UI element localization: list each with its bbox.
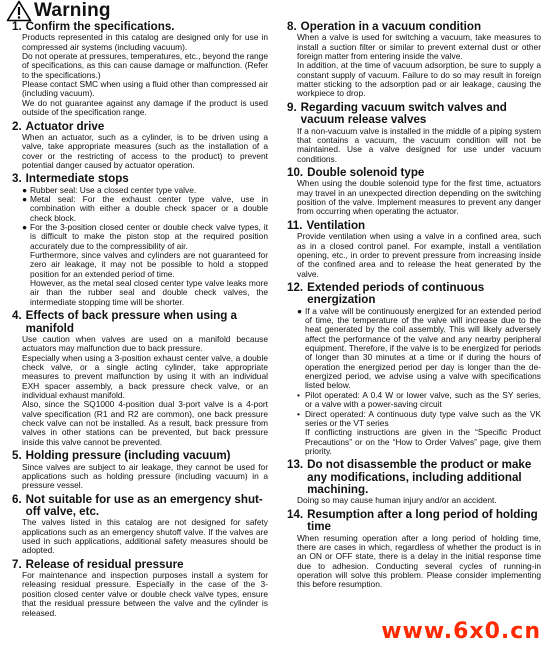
section-9 [287,102,541,164]
warning-header [6,0,111,22]
section-title: Holding pressure (including vacuum) [25,449,231,463]
section-number: 10. [287,166,304,179]
page-title: Warning [34,0,111,21]
section-number: 2. [12,119,22,133]
section-heading [287,102,541,127]
section-14 [287,509,541,590]
paragraph: Also, since the SQ1000 4-position dual 3-port valve is a 4-port valve specification (R1 and R2 are common), one back pressure check valve can not be installed. As a result, back pressure from valves in other stations can be prevented, but back pressure inside this valve cannot be prevented. [22,399,268,447]
paragraph: Products represented in this catalog are designed only for use in compressed air systems (including vacuum). [22,32,268,52]
bullet-icon: • [297,389,300,400]
paragraph: We do not guarantee against any damage if the product is used outside of the specification range. [22,97,268,118]
section-3 [12,173,268,307]
paragraph: The valves listed in this catalog are not designed for safety applications such as an emergency shutoff valve. If the valves are used in such applications, additional safety measures should be adopted. [22,517,268,556]
section-6 [12,494,268,556]
bullet-text: Direct operated: A continuous duty type valve such as the VK series or the VT series [305,408,541,428]
bullet-item [297,391,541,410]
paragraph: For maintenance and inspection purposes install a system for releasing residual pressure. Especially in the case of the 3-position closed center valve or double check valve types, ensure that the residual pressure between the valve and the cylinder is released. [22,570,268,618]
paragraph: When an actuator, such as a cylinder, is to be driven using a valve, take appropriate measures (such as the installation of a cover or the restricting of access to the product) to prevent potential danger caused by actuator operation. [22,131,268,170]
bullet-item [297,410,541,429]
watermark-url: www.6x0.cn [381,619,541,644]
section-12 [287,282,541,456]
paragraph: If conflicting instructions are given in the “Specific Product Precautions” or on the “How to Order Valves” page, give them priority. [305,427,541,456]
section-title: Effects of back pressure when using a manifold [25,309,237,335]
section-title: Release of residual pressure [25,557,184,571]
section-heading [12,173,268,185]
section-heading [12,310,268,335]
bullet-text: Metal seal: For the exhaust center type valve, use in combination with either a double check spacer or a double check block. [30,194,268,223]
section-number: 14. [287,507,304,521]
section-title: Resumption after a long period of holding time [307,507,538,534]
paragraph: In addition, at the time of vacuum adsorption, be sure to supply a constant supply of vacuum. Failure to do so may result in foreign matter sticking to the adsorption pad or air leakage, causing the workpiece to drop. [297,60,541,99]
section-title: Ventilation [306,218,366,232]
section-number: 13. [287,458,304,472]
warning-triangle-icon [6,0,32,22]
section-number: 11. [287,218,303,232]
section-title: Confirm the specifications. [25,20,175,33]
bullet-icon: • [297,408,300,419]
section-title: Not suitable for use as an emergency shut-off valve, etc. [25,492,263,518]
section-10 [287,167,541,217]
section-number: 8. [287,20,297,33]
section-13 [287,459,541,506]
paragraph: Use caution when valves are used on a manifold because actuators may malfunction due to back pressure. [22,333,268,354]
paragraph: Since valves are subject to air leakage, they cannot be used for applications such as holding pressure (including vacuum) in a pressure vessel. [22,461,268,491]
section-title: Extended periods of continuous energization [307,280,485,307]
bullet-icon: ● [22,194,28,205]
bullet-item [297,307,541,391]
bullet-text: Pilot operated: A 0.4 W or lower valve, such as the SY series, or a valve with a power-saving circuit [305,389,541,410]
paragraph: Furthermore, since valves and cylinders are not guaranteed for zero air leakage, it may not be possible to hold a stopped position for an extended period of time. [30,250,268,279]
section-title: Double solenoid type [307,166,425,179]
paragraph: Do not operate at pressures, temperatures, etc., beyond the range of specifications, as this can cause damage or malfunction. (Refer to the specifications.) [22,51,268,80]
section-4 [12,310,268,447]
section-number: 12. [287,280,304,294]
paragraph: Doing so may cause human injury and/or an accident. [297,495,497,506]
bullet-text: Rubber seal: Use a closed center type valve. [30,184,197,195]
section-heading [12,494,268,519]
paragraph: However, as the metal seal closed center type valve leaks more air than the rubber seal and double check valves, the intermediate stopping time will be shorter. [30,278,268,307]
section-number: 5. [12,449,22,463]
paragraph: Provide ventilation when using a valve in a confined area, such as in a closed control panel. For example, install a ventilation opening, etc., in order to prevent pressure from increasing inside of the confined area and to release the heat generated by the valve. [297,231,541,279]
bullet-item [22,223,268,251]
bullet-icon: ● [22,184,28,195]
section-8 [287,21,541,99]
bullet-item [22,195,268,223]
section-11 [287,220,541,279]
section-heading [287,459,541,496]
section-title: Intermediate stops [25,172,129,186]
section-heading [287,509,541,534]
paragraph: Especially when using a 3-position exhaust center valve, a double check valve, or a single acting cylinder, take appropriate measures to prevent malfunction by using it with an individual EXH spacer assembly, a back pressure check valve, or an individual exhaust manifold. [22,352,268,401]
section-2 [12,121,268,171]
bullet-icon: ● [22,222,28,233]
section-number: 3. [12,172,22,186]
paragraph: When resuming operation after a long period of holding time, there are cases in which, regardless of whether the product is in an ON or OFF state, there is a delay in the initial response time due to adhesion. Conducting several cycles of running-in operation will solve this problem. Please consider implementing this before resumption. [297,532,541,590]
section-heading [287,282,541,307]
bullet-text: If a valve will be continuously energized for an extended period of time, the temperature of the valve will increase due to the heat generated by the coil assembly. This will likely adversely affect the performance of the valve and any nearby peripheral equipment. Therefore, if the valve is to be energized for periods of longer than 30 minutes at a time or if during the hours of operation the energized period per day is longer than the de-energized period, we advise using a valve with specifications listed below. [305,305,541,391]
section-number: 9. [287,100,297,114]
paragraph: If a non-vacuum valve is installed in the middle of a piping system that contains a vacuum, the vacuum condition will not be maintained. Use a valve designed for use under vacuum conditions. [297,125,541,164]
section-1 [12,21,268,118]
right-column [287,21,541,593]
section-title: Actuator drive [25,119,105,133]
section-number: 7. [12,557,22,571]
bullet-icon: ● [297,305,303,316]
section-number: 4. [12,309,22,323]
section-title: Do not disassemble the product or make any modifications, including additional machining. [307,458,532,497]
paragraph: Please contact SMC when using a fluid other than compressed air (including vacuum). [22,79,268,99]
section-heading [12,450,268,462]
section-number: 1. [12,20,22,33]
section-7 [12,559,268,618]
paragraph: When using the double solenoid type for the first time, actuators may travel in an unexpected direction depending on the switching position of the valve. Implement measures to prevent any danger from occurring when operating the actuator. [297,178,541,217]
bullet-text: For the 3-position closed center or double check valve types, it is difficult to make the piston stop at the required position accurately due to the compressibility of air. [30,222,268,251]
left-column [12,21,268,621]
section-number: 6. [12,492,22,506]
section-title: Regarding vacuum switch valves and vacuum release valves [300,100,507,127]
section-title: Operation in a vacuum condition [300,20,482,33]
section-5 [12,450,268,490]
paragraph: When a valve is used for switching a vacuum, take measures to install a suction filter or similar to prevent external dust or other foreign matter from entering inside the valve. [297,32,541,62]
